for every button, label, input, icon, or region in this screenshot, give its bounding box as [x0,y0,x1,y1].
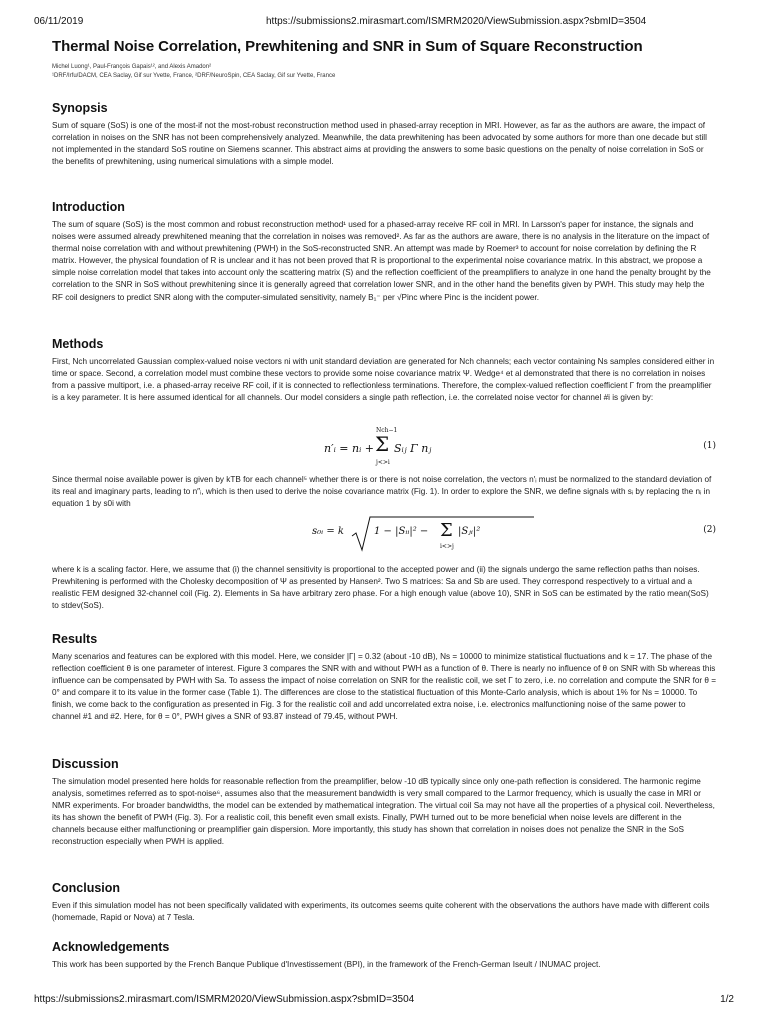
eq1-sum-top: Nch−1 [376,427,398,434]
discussion-text: The simulation model presented here holds for reasonable reflection from the preamplifier, below -10 dB typically since only one-path reflection is considered. The harmonic regime analysis, sometimes referred as to spot-noise⁶, assumes also that the measurement bandwidth is very small compared to the Larmor frequency, which is usually the case in MRI or NMR experiments. For broader bandwidths, the model can be extended by mathematical integration. The virtual coil Sa may not have all the properties of a physical coil. Nevertheless, its has shown the benefit of PWH (Fig. 3). For a realistic coil, this benefit even small exists. Finally, PWH turned out to be more beneficial when noise levels are different in the channels because either malfunctioning or preamplifier gain dispersion. More importantly, this study has shown that correlation in noises does not penalize the SNR in the SoS reconstruction especially when PWH is applied. [52,777,715,847]
eq2-sum-sign: Σ [440,520,453,541]
discussion-heading: Discussion [52,757,119,771]
methods-text-3: where k is a scaling factor. Here, we assume that (i) the channel sensitivity is proportional to the accepted power and (ii) the signals undergo the same reflection paths than noises. Prewhitening is performed with the Cholesky decomposition of Ψ as presented by Hansen². Two S matrices: Sa and Sb are used. They correspond respectively to a virtual and a realistic FEM designed 32-channel coil (Fig. 2). Elements in Sa have arbitrary zero phase. For a high enough value (above 10), SNR in SoS can be estimated by the ratio mean(SoS) to stdev(SoS). [52,565,709,611]
eq1-sum-bottom: j<>i [376,459,390,466]
introduction-heading: Introduction [52,200,125,214]
print-url: https://submissions2.mirasmart.com/ISMRM2020/ViewSubmission.aspx?sbmID=3504 [266,16,647,27]
eq1-rhs: Sᵢⱼ Γ nⱼ [394,442,432,455]
author-block [52,63,716,81]
eq1-lhs: n′ᵢ = nᵢ + [324,442,375,455]
eq2-body: 1 − |Sᵢᵢ|² − [374,526,429,537]
eq1-sum-sign: Σ [375,432,390,456]
discussion-section [52,757,716,849]
introduction-section [52,200,716,304]
results-heading: Results [52,632,98,646]
print-footer [34,994,734,1008]
eq2-tail: |Sⱼᵢ|² [458,526,481,537]
eq1-number: (1) [703,441,716,451]
page-number: 1/2 [720,994,734,1005]
methods-text-1: First, Nch uncorrelated Gaussian complex-valued noise vectors ni with unit standard deviation are generated for Nch channels; each vector containing Ns samples considered either in time or space. Second, a correlation model must combine these vectors to provide some noise covariance matrix Ψ. Wedge⁴ et al demonstrated that there is no correlation in noises from a passive multiport, i.e. a phased-array receive RF coil, if it is connected to reflectionless terminations. Therefore, the complex-valued reflection coefficient Γ from the preamplifier is a key parameter. It is here assumed identical for all channels. Our model considers a single path reflection, i.e. the correlated noise vector for channel #i is given by: [52,357,715,403]
acknowledgements-heading: Acknowledgements [52,940,170,954]
synopsis-heading: Synopsis [52,101,108,115]
synopsis-text: Sum of square (SoS) is one of the most-if not the most-robust reconstruction method used in phased-array reception in MRI. However, as far as the authors are aware, the impact of correlation in noises on the SNR has not been comprehensively analyzed. Meanwhile, the data prewhitening has been advocated by some authors for more than one decade but still not implemented in the standard SoS routine on Siemens scanner. This abstract aims at providing the answers to some basic questions on the penalty of noise correlation in SoS or the benefits of prewhitening, using numerical simulations with a simple model. [52,121,707,167]
equation-1 [52,427,716,471]
conclusion-text: Even if this simulation model has not been specifically validated with experiments, its outcomes seems quite coherent with the observations the authors have made with different coils (homemade, Rapid or Nova) at 7 Tesla. [52,901,710,923]
eq2-sum-bottom: i<>j [440,543,454,550]
methods-heading: Methods [52,337,104,351]
affiliation-list: ¹DRF/Irfu/DACM, CEA Saclay, Gif sur Yvette, France, ²DRF/NeuroSpin, CEA Saclay, Gif sur Yvette, France [52,73,336,79]
eq2-lhs: s₀ᵢ = k [312,526,344,537]
abstract-content [52,38,717,969]
methods-paragraph-2 [52,474,716,510]
equation-2 [52,514,716,554]
conclusion-heading: Conclusion [52,881,121,895]
author-list: Michel Luong¹, Paul-François Gapais¹², and Alexis Amadon² [52,64,212,70]
introduction-text: The sum of square (SoS) is the most common and robust reconstruction method¹ used for a phased-array receive RF coil in MRI. In Larsson's paper for instance, the signals and noises were assumed already prewhitened meaning that the correlation in noises was removed². As far as the authors are aware, there is no analysis in the literature on the impact of thermal noise correlation with and without prewhitening (PWH) in the SoS-reconstructed SNR. An attempt was made by Roemer³ to account for noise correlation by defining the R matrix. However, the physical foundation of R is unclear and it has not been proved that R is proportional to the experimental noise covariance matrix. In this abstract, we propose a simple noise correlation model that takes into account only the scattering matrix (S) and the reflection coefficient of the preamplifiers to analyze in one hand the penalty brought by the correlation to the SNR in SoS without prewhitening since it is generally agreed that correlation lower SNR, and in the other hand the benefits given by PWH. This study may help the RF coil designers to predict SNR along with the computer-simulated sensitivity, namely B₁⁻ per √Pinc where Pinc is the incident power. [52,220,711,302]
acknowledgements-section [52,940,716,971]
results-text: Many scenarios and features can be explored with this model. Here, we consider |Γ| = 0.32 (about -10 dB), Ns = 10000 to minimize statistical fluctuations and k = 17. The phase of the reflection coefficient θ is one parameter of interest. Figure 3 compares the SNR with and without PWH as a function of θ. There is nearly no influence of θ on SNR with Sb whereas this influence can be compensated by PWH with Sa. To assess the impact of noise correlation on SNR for the realistic coil, we set Γ to zero, i.e. no correlation and compute the SNR for θ = 0° and compare it to its value in the former case (Table 1). The differences are close to the statistical fluctuation of this Monte-Carlo analysis, which is about 1% for Ns = 10000. To finish, we come back to the configuration as presented in Fig. 3 for the realistic coil and add uncorrelated extra noise, i.e. electronics malfunctioning noise of the same power to channel #1 and #2. Here, for θ = 0°, PWH gives a SNR of 93.87 instead of 79.45, without PWH. [52,652,717,722]
methods-text-2: Since thermal noise available power is given by kTB for each channel⁵ whether there is or there is not noise correlation, the vectors n′ᵢ must be normalized to the standard deviation of its real and imaginary parts, leading to n″ᵢ, which is then used to derive the noise covariance matrix (Fig. 1). In order to explore the SNR, we define signals with sᵢ by replacing the nᵢ in equation 1 by s0i with [52,475,712,509]
print-header [34,16,734,30]
results-section [52,632,716,724]
methods-section [52,337,716,404]
conclusion-section [52,881,716,924]
acknowledgements-text: This work has been supported by the French Banque Publique d'Investissement (BPI), in the framework of the French-German Iseult / INUMAC project. [52,960,601,969]
footer-url: https://submissions2.mirasmart.com/ISMRM2020/ViewSubmission.aspx?sbmID=3504 [34,994,415,1005]
paper-title: Thermal Noise Correlation, Prewhitening and SNR in Sum of Square Reconstruction [52,38,643,55]
print-date: 06/11/2019 [34,16,84,27]
eq2-number: (2) [703,525,716,535]
methods-paragraph-3 [52,564,716,612]
synopsis-section [52,101,716,168]
